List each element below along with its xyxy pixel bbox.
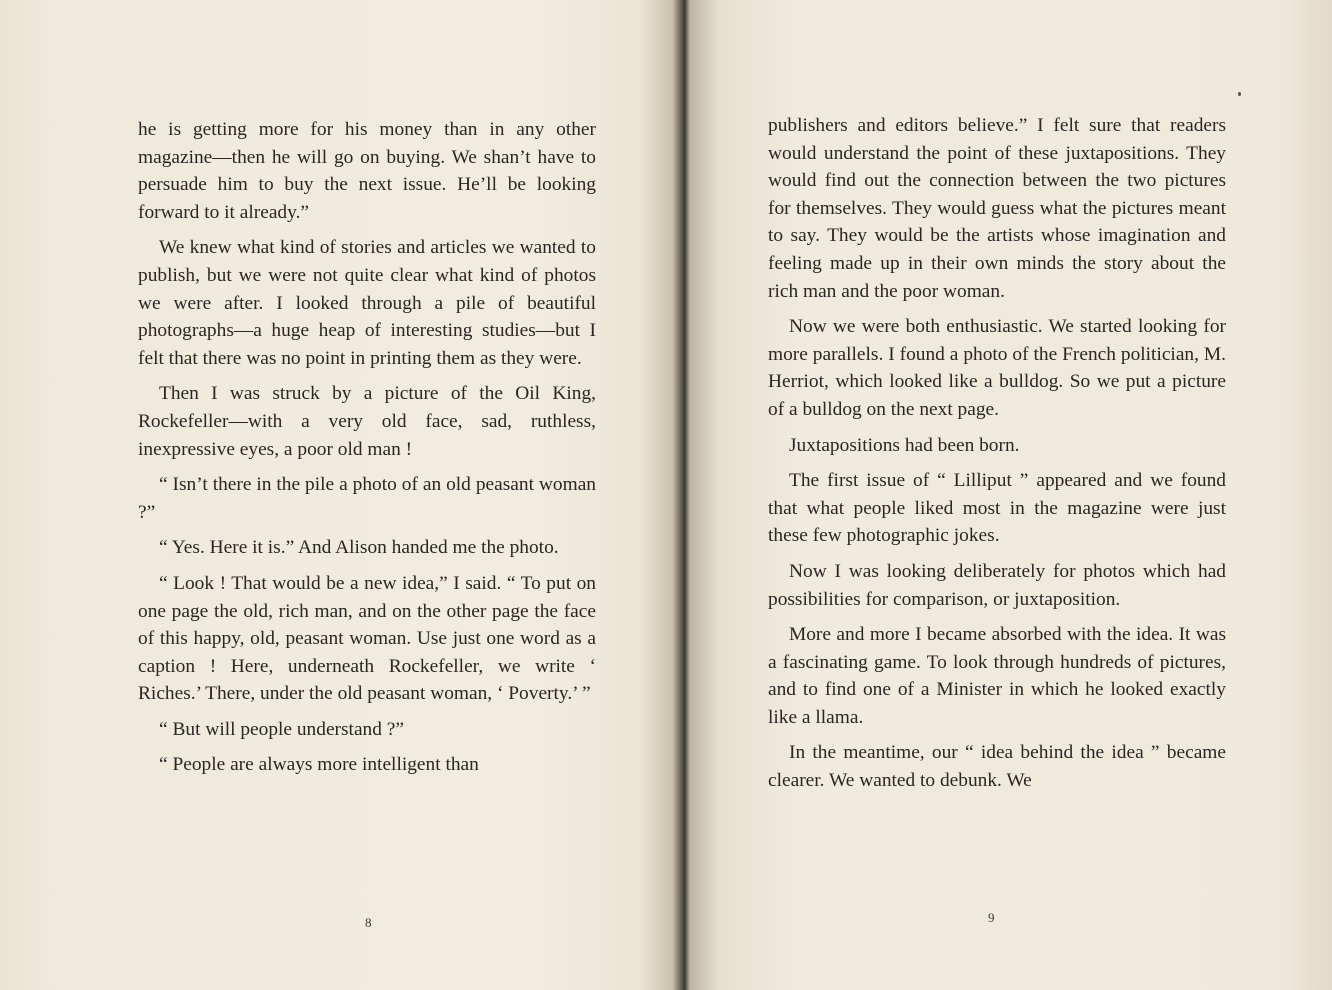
paper-speck (1238, 92, 1241, 96)
page-number: 8 (365, 915, 372, 930)
paragraph: he is getting more for his money than in any other magazine—then he will go on buying. We shan’t have to persuade him to buy the next issue. He’ll be looking forward to it already.” (138, 119, 596, 223)
right-page (686, 0, 1332, 990)
paragraph: Juxtapositions had been born. (789, 434, 1020, 456)
right-page-text (768, 112, 1226, 803)
left-page-text (138, 116, 596, 787)
paragraph: In the meantime, our “ idea behind the idea ” became clearer. We wanted to debunk. We (768, 742, 1226, 792)
paragraph: Now we were both enthusiastic. We started looking for more parallels. I found a photo of the French politician, M. Herriot, which looked like a bulldog. So we put a picture of a bulldog on the next page. (768, 316, 1226, 420)
paragraph: Then I was struck by a picture of the Oil King, Rockefeller—with a very old face, sad, ruthless, inexpressive eyes, a poor old man ! (138, 383, 596, 460)
paragraph: We knew what kind of stories and articles we wanted to publish, but we were not quite clear what kind of photos we were after. I looked through a pile of beautiful photographs—a huge heap of interesting studies—but I felt that there was no point in printing them as they were. (138, 237, 596, 369)
paragraph: Now I was looking deliberately for photos which had possibilities for comparison, or juxtaposition. (768, 560, 1226, 610)
paragraph: “ People are always more intelligent than (159, 754, 479, 776)
paragraph: publishers and editors believe.” I felt sure that readers would understand the point of these juxtapositions. They would find out the connection between the two pictures for themselves. They would guess what the pictures meant to say. They would be the artists whose imagination and feeling made up in their own minds the story about the rich man and the poor woman. (768, 115, 1226, 302)
paragraph: The first issue of “ Lilliput ” appeared and we found that what people liked most in the magazine were just these few photographic jokes. (768, 470, 1226, 547)
paragraph: “ But will people understand ?” (159, 718, 405, 740)
paragraph: “ Isn’t there in the pile a photo of an old peasant woman ?” (138, 474, 596, 523)
paragraph: “ Yes. Here it is.” And Alison handed me the photo. (159, 537, 559, 559)
paragraph: “ Look ! That would be a new idea,” I said. “ To put on one page the old, rich man, and on the other page the face of this happy, old, peasant woman. Use just one word as a caption ! Here, underneath Rockefeller, we write ‘ Riches.’ There, under the old peasant woman, ‘ Poverty.’ ” (138, 572, 596, 705)
paragraph: More and more I became absorbed with the idea. It was a fascinating game. To look through hundreds of pictures, and to find one of a Minister in which he looked exactly like a llama. (768, 624, 1226, 728)
page-number: 9 (988, 910, 995, 925)
